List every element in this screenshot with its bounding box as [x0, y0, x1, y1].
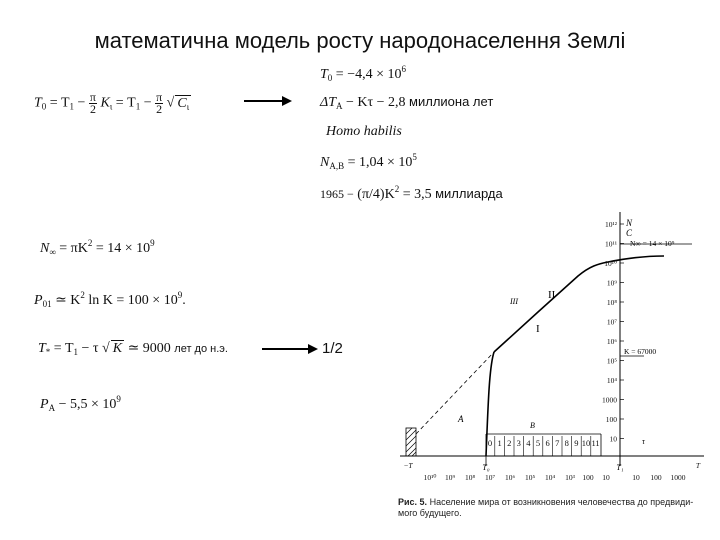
y-tick-label: 10¹²: [605, 220, 617, 229]
x-axis-label: 10⁸: [464, 473, 476, 482]
formula-p01: $P_{01}$ ≃ $K^2$ $\ln K = 100 \times 10^9$.: [34, 290, 186, 309]
figure-caption: Рис. 5. Население мира от возникновения человечества до предвиди-мого будущего.: [398, 497, 694, 518]
population-figure: [398, 208, 708, 496]
period-digit: 2: [507, 438, 512, 448]
arrow-right-icon: [262, 343, 318, 355]
x-axis-label: 10⁵: [524, 473, 536, 482]
x-axis-label: 10⁷: [484, 473, 496, 482]
hatch-lines: [406, 428, 416, 456]
n-infinity-label: N∞ = 14 × 10⁹: [630, 239, 675, 248]
y-tick-label: 10⁵: [606, 356, 617, 366]
arrow-right-icon: [244, 95, 292, 107]
y-tick-group: [602, 220, 624, 444]
formula-t-star: $T_* = T_1 - \tau$ √ K ≃ 9000 лет до н.э.: [38, 341, 228, 357]
roman-3-label: III: [510, 297, 518, 306]
period-digit: 6: [545, 438, 550, 448]
formula-n-infinity: $N_\infty = \pi K^2 = 14 \times 10^9$: [40, 238, 155, 257]
formula-delta-ta: $\Delta T_A - K\tau - 2,8$ миллиона лет: [320, 94, 494, 111]
region-a-label: A: [458, 414, 464, 424]
y-tick-label: 10¹⁰: [604, 259, 617, 268]
x-axis-label: 10: [602, 473, 610, 482]
t0-label: T₀: [482, 463, 490, 472]
dashed-extrapolation: [416, 352, 494, 434]
x-axis-label: 10⁶: [504, 473, 516, 482]
period-digit: 4: [526, 438, 531, 448]
x-axis-label: 10¹⁰: [423, 473, 437, 482]
x-axis-label: 100: [650, 473, 662, 482]
period-digit: 10: [581, 438, 591, 448]
period-digit: 1: [497, 438, 502, 448]
t1-label: T₁: [616, 463, 624, 472]
page-title: математична модель росту народонаселення Землі: [94, 28, 626, 53]
homo-habilis-label: Homo habilis: [326, 124, 402, 139]
x-axis-label: 1000: [670, 473, 686, 482]
y-tick-label: 10⁴: [606, 376, 617, 385]
k-label: K = 67000: [624, 347, 657, 356]
roman-2-label: II: [548, 289, 556, 301]
period-digit-group: [488, 436, 600, 456]
ratio-label: 1/2: [322, 340, 343, 357]
y-tick-label: 10⁷: [606, 317, 617, 327]
period-digit: 0: [487, 438, 493, 448]
y-tick-label: 1000: [602, 395, 617, 405]
y-tick-label: 100: [605, 415, 617, 424]
x-axis-label: 10⁹: [444, 473, 456, 482]
x-axis-label: T: [695, 461, 701, 470]
y-tick-label: 10⁶: [606, 337, 617, 346]
x-axis-label: 10³: [565, 473, 575, 482]
x-axis-label: 10: [632, 473, 640, 482]
formula-t0-value: $T_0 = -4,4 \times 10^6$: [320, 64, 406, 83]
axis-n-label: N: [626, 218, 633, 228]
x-label-group: [403, 461, 701, 482]
y-tick-label: 10¹¹: [605, 239, 617, 249]
x-axis-label: 100: [582, 473, 594, 482]
period-digit: 11: [591, 438, 600, 448]
tau-label: τ: [642, 437, 645, 446]
period-digit: 5: [535, 438, 541, 448]
period-digit: 7: [555, 438, 560, 448]
curve-main: [494, 256, 664, 352]
region-b-label: B: [530, 421, 535, 430]
formula-n-ab: $N_{A,B} = 1,04 \times 10^5$: [320, 152, 417, 171]
period-digit: 8: [564, 438, 569, 448]
roman-1-label: I: [536, 323, 540, 335]
formula-1965: $1965 - (\pi/4)K^2 = 3,5$ миллиарда: [320, 184, 503, 202]
period-digit: 9: [574, 438, 579, 448]
period-digit: 3: [516, 438, 521, 448]
formula-t0-definition: $T_0 = T_1$ − $\frac{\pi}{2}$ $K_\iota = T_1$ − $\frac{\pi}{2}$ √ $C_\iota$: [34, 90, 190, 116]
axis-c-label: C: [626, 228, 633, 238]
x-axis-label: −T: [403, 461, 413, 470]
y-tick-label: 10⁹: [606, 278, 617, 288]
x-axis-label: 10⁴: [544, 473, 556, 482]
y-tick-label: 10: [609, 434, 617, 444]
y-tick-label: 10⁸: [606, 298, 617, 307]
formula-pa: $P_A - 5,5 \times 10^9$: [40, 394, 121, 413]
